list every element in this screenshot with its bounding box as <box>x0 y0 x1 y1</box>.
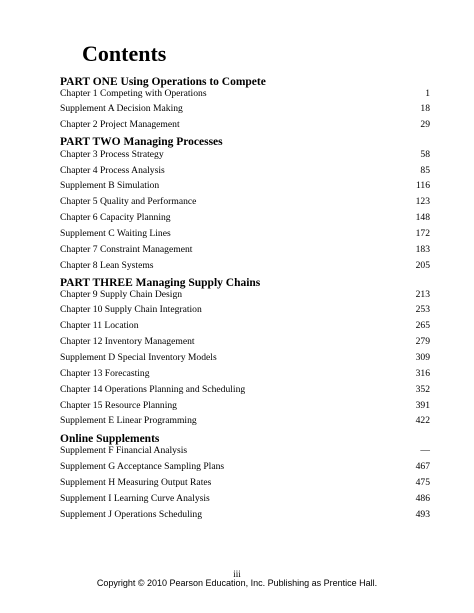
toc-entry-label: Chapter 14 Operations Planning and Scheduling <box>60 384 246 395</box>
toc-entry-label: Chapter 12 Inventory Management <box>60 336 195 347</box>
part-heading: PART TWO Managing Processes <box>60 136 223 148</box>
toc-entry[interactable] <box>60 119 430 131</box>
toc-entry-label: Chapter 15 Resource Planning <box>60 400 177 411</box>
toc-entry[interactable] <box>60 103 430 115</box>
toc-entry-label: Supplement C Waiting Lines <box>60 228 171 239</box>
toc-entry-page: 213 <box>415 289 430 300</box>
toc-entry[interactable] <box>60 149 430 161</box>
toc-entry[interactable] <box>60 477 430 489</box>
toc-entry-page: 183 <box>415 244 430 255</box>
toc-entry-page: 205 <box>415 260 430 271</box>
toc-entry-label: Supplement D Special Inventory Models <box>60 352 217 363</box>
page-title: Contents <box>82 41 167 66</box>
toc-entry-page: 279 <box>415 336 430 347</box>
toc-entry[interactable] <box>60 368 430 380</box>
toc-entry[interactable] <box>60 509 430 521</box>
toc-entry-label: Supplement J Operations Scheduling <box>60 509 203 520</box>
toc-entry[interactable] <box>60 88 430 100</box>
toc-entry-label: Chapter 10 Supply Chain Integration <box>60 304 202 315</box>
toc-entry[interactable] <box>60 352 430 364</box>
toc-entry-page: 467 <box>415 461 430 472</box>
toc-entry-page: 309 <box>415 352 430 363</box>
toc-entry-label: Chapter 13 Forecasting <box>60 368 150 379</box>
toc-entry-page: 1 <box>425 88 430 99</box>
toc-entry-page: 18 <box>420 103 430 114</box>
toc-entry[interactable] <box>60 260 430 272</box>
toc-entry[interactable] <box>60 212 430 224</box>
toc-entry-page: 493 <box>415 509 430 520</box>
toc-entry[interactable] <box>60 445 430 457</box>
toc-entry-page: 253 <box>415 304 430 315</box>
toc-entry-page: 58 <box>420 149 430 160</box>
toc-entry[interactable] <box>60 289 430 301</box>
toc-entry-label: Supplement B Simulation <box>60 180 160 191</box>
copyright-notice: Copyright © 2010 Pearson Education, Inc. Publishing as Prentice Hall. <box>96 578 378 588</box>
toc-entry-page: 172 <box>415 228 430 239</box>
toc-entry-label: Chapter 8 Lean Systems <box>60 260 154 271</box>
toc-entry[interactable] <box>60 415 430 427</box>
part-heading: PART ONE Using Operations to Compete <box>60 76 266 88</box>
toc-entry[interactable] <box>60 493 430 505</box>
toc-entry-label: Chapter 11 Location <box>60 320 139 331</box>
part-heading: PART THREE Managing Supply Chains <box>60 277 261 289</box>
toc-entry-label: Supplement H Measuring Output Rates <box>60 477 212 488</box>
toc-entry-label: Chapter 4 Process Analysis <box>60 165 165 176</box>
part-heading: Online Supplements <box>60 433 160 445</box>
toc-entry-page: 316 <box>415 368 430 379</box>
page-number: iii <box>233 569 241 579</box>
toc-entry[interactable] <box>60 304 430 316</box>
toc-entry-label: Chapter 7 Constraint Management <box>60 244 193 255</box>
toc-entry[interactable] <box>60 320 430 332</box>
toc-entry[interactable] <box>60 384 430 396</box>
toc-entry-label: Supplement F Financial Analysis <box>60 445 188 456</box>
toc-entry-page: 422 <box>415 415 430 426</box>
toc-entry-label: Chapter 9 Supply Chain Design <box>60 289 183 300</box>
toc-entry-page: 148 <box>415 212 430 223</box>
toc-entry-page: 29 <box>420 119 430 130</box>
toc-entry[interactable] <box>60 196 430 208</box>
toc-entry-page: 265 <box>415 320 430 331</box>
toc-entry-label: Supplement A Decision Making <box>60 103 183 114</box>
toc-entry-page: 391 <box>415 400 430 411</box>
toc-entry-label: Chapter 3 Process Strategy <box>60 149 164 160</box>
toc-entry-label: Supplement I Learning Curve Analysis <box>60 493 210 504</box>
toc-entry[interactable] <box>60 244 430 256</box>
toc-entry-label: Chapter 2 Project Management <box>60 119 180 130</box>
toc-entry[interactable] <box>60 461 430 473</box>
toc-entry-page: 85 <box>420 165 430 176</box>
toc-entry-label: Chapter 5 Quality and Performance <box>60 196 197 207</box>
toc-entry-page: 123 <box>415 196 430 207</box>
toc-entry-page: — <box>420 445 430 456</box>
toc-entry-label: Chapter 6 Capacity Planning <box>60 212 171 223</box>
toc-entry[interactable] <box>60 400 430 412</box>
toc-entry-page: 475 <box>415 477 430 488</box>
toc-entry-label: Chapter 1 Competing with Operations <box>60 88 207 99</box>
toc-entry-page: 352 <box>415 384 430 395</box>
toc-entry-label: Supplement G Acceptance Sampling Plans <box>60 461 225 472</box>
toc-entry[interactable] <box>60 165 430 177</box>
toc-entry-page: 486 <box>415 493 430 504</box>
toc-entry[interactable] <box>60 228 430 240</box>
toc-entry[interactable] <box>60 180 430 192</box>
toc-entry-label: Supplement E Linear Programming <box>60 415 197 426</box>
toc-entry[interactable] <box>60 336 430 348</box>
toc-entry-page: 116 <box>415 180 430 191</box>
